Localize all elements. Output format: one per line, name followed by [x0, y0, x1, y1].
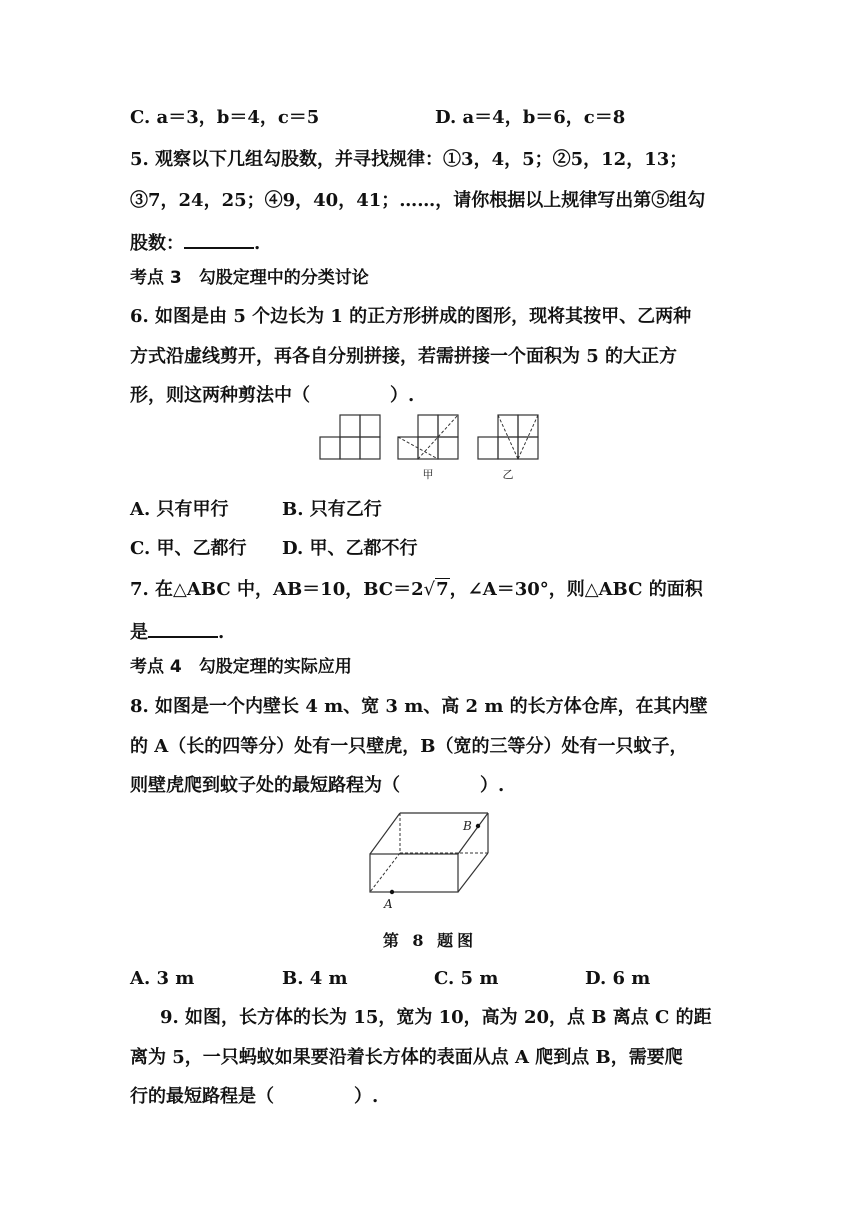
section-3-heading: 考点 3 勾股定理中的分类讨论	[130, 268, 369, 288]
q8-line2: 的 A（长的四等分）处有一只壁虎，B（宽的三等分）处有一只蚊子，	[130, 736, 688, 757]
q7-line2-pre: 是	[130, 622, 148, 643]
q8-option-a: A. 3 m	[130, 968, 195, 989]
point-a-dot	[390, 890, 394, 894]
q8-option-b: B. 4 m	[282, 968, 348, 989]
q5-line2: ③7，24，25；④9，40，41；……，请你根据以上规律写出第⑤组勾	[130, 190, 706, 211]
q9-line2: 离为 5，一只蚂蚁如果要沿着长方体的表面从点 A 爬到点 B，需要爬	[130, 1047, 683, 1068]
section-4-heading: 考点 4 勾股定理的实际应用	[130, 657, 352, 677]
label-jia: 甲	[422, 468, 434, 481]
point-a-label: A	[384, 897, 393, 911]
q8-line3	[130, 774, 504, 798]
q8-figure-caption: 第 8 题图	[382, 931, 478, 950]
q5-answer-blank[interactable]	[184, 229, 254, 249]
point-b-label: B	[463, 819, 472, 833]
q6-figure	[318, 414, 548, 484]
q6-line2: 方式沿虚线剪开，再各自分别拼接，若需拼接一个面积为 5 的大正方	[130, 346, 678, 367]
q8-line3-pre: 则壁虎爬到蚊子处的最短路程为（	[130, 775, 400, 796]
q7-line2-post: .	[218, 622, 225, 643]
point-b-dot	[476, 824, 480, 828]
q5-line3	[130, 229, 260, 256]
q6-line3-post: ）.	[390, 385, 415, 406]
q6-line1: 6. 如图是由 5 个边长为 1 的正方形拼成的图形，现将其按甲、乙两种	[130, 306, 692, 327]
q4-option-c: C. a＝3，b＝4，c＝5	[130, 107, 320, 128]
q8-line1: 8. 如图是一个内壁长 4 m、宽 3 m、高 2 m 的长方体仓库，在其内壁	[130, 696, 708, 717]
q6-option-d: D. 甲、乙都不行	[282, 538, 418, 559]
q9-line1: 9. 如图，长方体的长为 15，宽为 10，高为 20，点 B 离点 C 的距	[160, 1007, 712, 1028]
q9-line3-post: ）.	[354, 1086, 379, 1107]
q6-line3-pre: 形，则这两种剪法中（	[130, 385, 310, 406]
q5-line3-pre: 股数：	[130, 233, 184, 254]
q8-option-c: C. 5 m	[434, 968, 499, 989]
q6-line3	[130, 384, 414, 408]
q7-pre: 7. 在△ABC 中，AB＝10，BC＝2	[130, 579, 424, 600]
sqrt-radicand: 7	[436, 579, 449, 600]
label-yi: 乙	[502, 468, 514, 481]
q5-line1: 5. 观察以下几组勾股数，并寻找规律：①3，4，5；②5，12，13；	[130, 149, 688, 170]
q6-option-b: B. 只有乙行	[282, 499, 382, 520]
q7-post: ，∠A＝30°，则△ABC 的面积	[449, 579, 703, 600]
q5-line3-post: .	[254, 233, 261, 254]
q8-box-figure	[360, 808, 500, 914]
q9-line3	[130, 1085, 378, 1109]
q8-option-d: D. 6 m	[585, 968, 651, 989]
q6-option-a: A. 只有甲行	[130, 499, 229, 520]
q8-line3-post: ）.	[480, 775, 505, 796]
q6-option-c: C. 甲、乙都行	[130, 538, 247, 559]
q7-line1	[130, 578, 703, 602]
sqrt-sign: √	[423, 579, 436, 600]
q9-line3-pre: 行的最短路程是（	[130, 1086, 274, 1107]
q4-option-d: D. a＝4，b＝6，c＝8	[435, 107, 626, 128]
q7-answer-blank[interactable]	[148, 618, 218, 638]
q7-line2	[130, 618, 224, 645]
